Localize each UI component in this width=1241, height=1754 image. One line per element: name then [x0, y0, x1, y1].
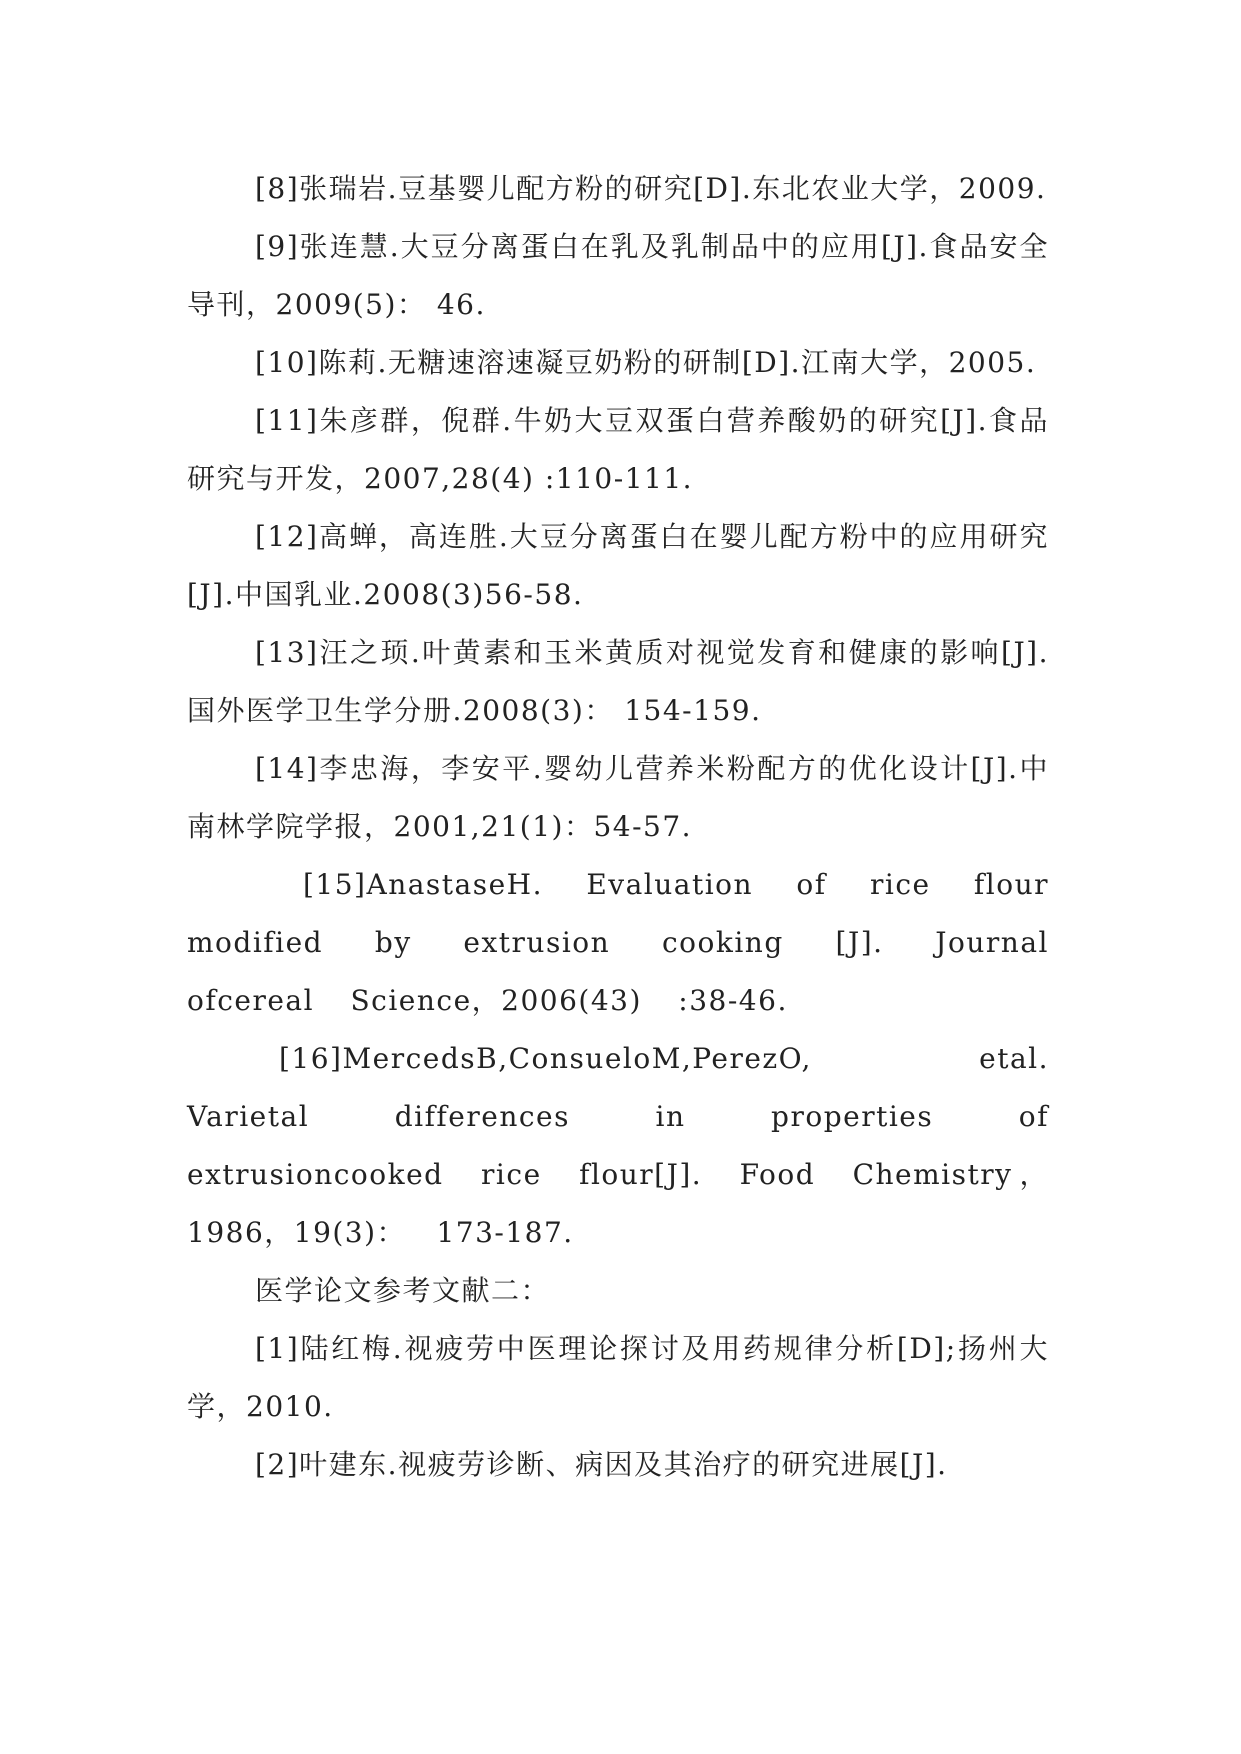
reference-entry-2: [2]叶建东.视疲劳诊断、病因及其治疗的研究进展[J].: [255, 1448, 948, 1481]
reference-entry-1: [1]陆红梅.视疲劳中医理论探讨及用药规律分析[D];扬州大学，2010.: [187, 1332, 1049, 1423]
section-heading: 医学论文参考文献二：: [255, 1274, 551, 1307]
reference-entry-9: [9]张连慧.大豆分离蛋白在乳及乳制品中的应用[J].食品安全导刊，2009(5)： 46.: [187, 230, 1049, 321]
reference-entry-12: [12]高蝉，高连胜.大豆分离蛋白在婴儿配方粉中的应用研究[J].中国乳业.2008(3)56-58.: [187, 520, 1049, 611]
reference-entry-15: [15]AnastaseH. Evaluation of rice flour modified by extrusion cooking [J]. Journal ofcereal Science，2006(43) :38-46.: [187, 868, 1049, 1017]
reference-entry-8: [8]张瑞岩.豆基婴儿配方粉的研究[D].东北农业大学，2009.: [255, 172, 1047, 205]
reference-entry-10: [10]陈莉.无糖速溶速凝豆奶粉的研制[D].江南大学，2005.: [255, 346, 1037, 379]
reference-entry-11: [11]朱彦群，倪群.牛奶大豆双蛋白营养酸奶的研究[J].食品研究与开发，2007,28(4) :110-111.: [187, 404, 1049, 495]
reference-entry-13: [13]汪之顼.叶黄素和玉米黄质对视觉发育和健康的影响[J].国外医学卫生学分册.2008(3)： 154-159.: [187, 636, 1049, 727]
reference-entry-14: [14]李忠海，李安平.婴幼儿营养米粉配方的优化设计[J].中南林学院学报，2001,21(1)：54-57.: [187, 752, 1049, 843]
reference-list: [187, 160, 1049, 1494]
reference-entry-16: [16]MercedsB,ConsueloM,PerezO, etal. Varietal differences in properties of extrusioncooked rice flour[J]. Food Chemistry，1986，19(3)： 173-187.: [187, 1042, 1049, 1249]
